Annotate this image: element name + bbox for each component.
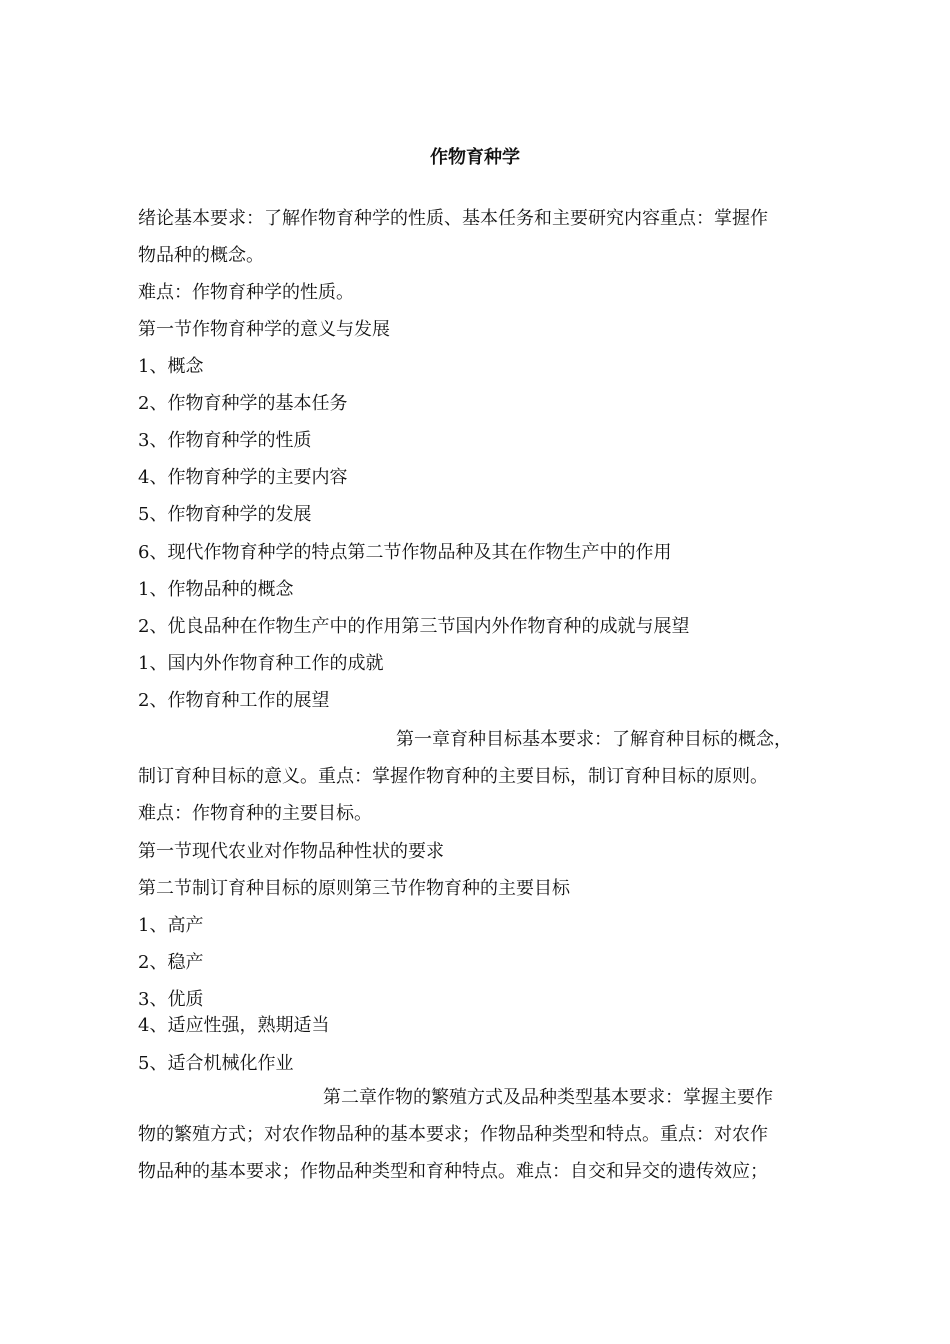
text-line: 难点：作物育种学的性质。	[138, 282, 354, 303]
text-line: 第一节作物育种学的意义与发展	[138, 319, 390, 340]
text-line: 3、优质	[138, 989, 204, 1010]
text-line: 2、稳产	[138, 952, 204, 973]
text-line: 6、现代作物育种学的特点第二节作物品种及其在作物生产中的作用	[138, 542, 672, 563]
text-line: 2、优良品种在作物生产中的作用第三节国内外作物育种的成就与展望	[138, 616, 690, 637]
text-line: 物品种的概念。	[138, 245, 264, 266]
text-line: 4、作物育种学的主要内容	[138, 467, 348, 488]
text-line: 绪论基本要求：了解作物育种学的性质、基本任务和主要研究内容重点：掌握作	[138, 208, 768, 229]
text-line: 1、作物品种的概念	[138, 579, 294, 600]
text-line: 5、适合机械化作业	[138, 1053, 294, 1074]
text-line: 5、作物育种学的发展	[138, 504, 312, 525]
text-line: 1、高产	[138, 915, 204, 936]
text-line: 3、作物育种学的性质	[138, 430, 312, 451]
text-line: 4、适应性强，熟期适当	[138, 1015, 330, 1036]
chapter-heading-line: 第一章育种目标基本要求：了解育种目标的概念，	[396, 729, 792, 750]
text-line: 1、概念	[138, 356, 204, 377]
text-line: 第二节制订育种目标的原则第三节作物育种的主要目标	[138, 878, 570, 899]
text-line: 第一节现代农业对作物品种性状的要求	[138, 841, 444, 862]
text-line: 2、作物育种工作的展望	[138, 690, 330, 711]
document-title: 作物育种学	[430, 147, 520, 168]
text-line: 2、作物育种学的基本任务	[138, 393, 348, 414]
chapter-heading-line: 第二章作物的繁殖方式及品种类型基本要求：掌握主要作	[323, 1087, 773, 1108]
text-line: 物品种的基本要求；作物品种类型和育种特点。难点：自交和异交的遗传效应；	[138, 1161, 768, 1182]
text-line: 物的繁殖方式；对农作物品种的基本要求；作物品种类型和特点。重点：对农作	[138, 1124, 768, 1145]
text-line: 制订育种目标的意义。重点：掌握作物育种的主要目标，制订育种目标的原则。	[138, 766, 768, 787]
text-line: 难点：作物育种的主要目标。	[138, 803, 372, 824]
text-line: 1、国内外作物育种工作的成就	[138, 653, 384, 674]
